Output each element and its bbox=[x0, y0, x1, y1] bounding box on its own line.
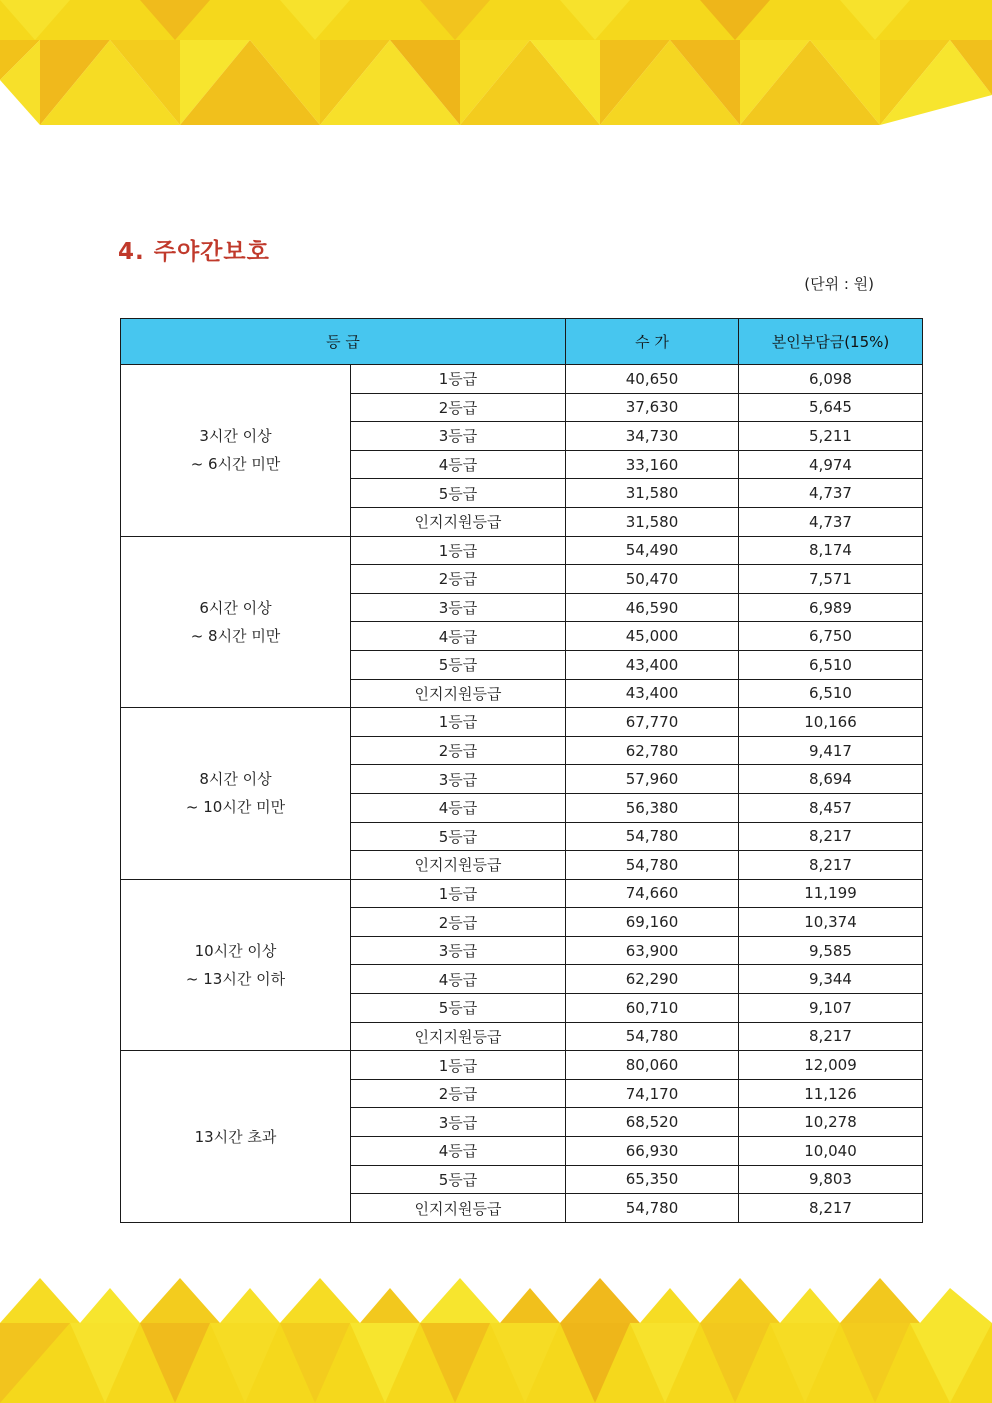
copay-cell: 4,737 bbox=[739, 507, 923, 536]
grade-cell: 5등급 bbox=[351, 994, 566, 1023]
fee-cell: 43,400 bbox=[566, 679, 739, 708]
copay-cell: 9,417 bbox=[739, 736, 923, 765]
duration-group-label bbox=[121, 1051, 351, 1223]
fee-cell: 65,350 bbox=[566, 1165, 739, 1194]
fee-cell: 31,580 bbox=[566, 507, 739, 536]
grade-cell: 4등급 bbox=[351, 965, 566, 994]
fee-cell: 54,780 bbox=[566, 1022, 739, 1051]
copay-cell: 9,107 bbox=[739, 994, 923, 1023]
duration-label-line: 8시간 이상 bbox=[199, 770, 272, 789]
grade-cell: 인지지원등급 bbox=[351, 679, 566, 708]
grade-cell: 인지지원등급 bbox=[351, 1194, 566, 1223]
fee-cell: 45,000 bbox=[566, 622, 739, 651]
copay-cell: 5,211 bbox=[739, 422, 923, 451]
copay-cell: 8,457 bbox=[739, 793, 923, 822]
grade-cell: 2등급 bbox=[351, 908, 566, 937]
table-header-row bbox=[121, 319, 923, 365]
fee-cell: 46,590 bbox=[566, 593, 739, 622]
fee-cell: 62,780 bbox=[566, 736, 739, 765]
copay-cell: 11,199 bbox=[739, 879, 923, 908]
copay-cell: 4,974 bbox=[739, 450, 923, 479]
copay-cell: 9,803 bbox=[739, 1165, 923, 1194]
copay-cell: 6,750 bbox=[739, 622, 923, 651]
copay-cell: 10,278 bbox=[739, 1108, 923, 1137]
copay-cell: 10,166 bbox=[739, 708, 923, 737]
fee-cell: 60,710 bbox=[566, 994, 739, 1023]
fee-cell: 80,060 bbox=[566, 1051, 739, 1080]
fee-cell: 34,730 bbox=[566, 422, 739, 451]
grade-cell: 1등급 bbox=[351, 536, 566, 565]
grade-cell: 3등급 bbox=[351, 936, 566, 965]
duration-group-label bbox=[121, 536, 351, 708]
duration-label-line: ~ 6시간 미만 bbox=[190, 455, 281, 474]
grade-cell: 2등급 bbox=[351, 736, 566, 765]
fee-cell: 54,780 bbox=[566, 822, 739, 851]
header-grade: 등 급 bbox=[121, 319, 566, 365]
copay-cell: 12,009 bbox=[739, 1051, 923, 1080]
duration-label-line: 13시간 초과 bbox=[194, 1127, 277, 1146]
top-decorative-banner bbox=[0, 0, 992, 130]
copay-cell: 8,217 bbox=[739, 822, 923, 851]
fee-cell: 63,900 bbox=[566, 936, 739, 965]
fee-cell: 50,470 bbox=[566, 565, 739, 594]
fee-cell: 68,520 bbox=[566, 1108, 739, 1137]
grade-cell: 인지지원등급 bbox=[351, 851, 566, 880]
duration-group-label bbox=[121, 708, 351, 880]
copay-cell: 6,989 bbox=[739, 593, 923, 622]
grade-cell: 4등급 bbox=[351, 793, 566, 822]
copay-cell: 6,510 bbox=[739, 679, 923, 708]
grade-cell: 5등급 bbox=[351, 1165, 566, 1194]
grade-cell: 3등급 bbox=[351, 422, 566, 451]
grade-cell: 5등급 bbox=[351, 479, 566, 508]
duration-group-label bbox=[121, 365, 351, 537]
grade-cell: 1등급 bbox=[351, 879, 566, 908]
grade-cell: 2등급 bbox=[351, 393, 566, 422]
grade-cell: 인지지원등급 bbox=[351, 1022, 566, 1051]
fee-cell: 37,630 bbox=[566, 393, 739, 422]
unit-note: (단위 : 원) bbox=[804, 275, 874, 293]
fee-cell: 54,490 bbox=[566, 536, 739, 565]
copay-cell: 5,645 bbox=[739, 393, 923, 422]
table-row bbox=[121, 365, 923, 394]
grade-cell: 5등급 bbox=[351, 650, 566, 679]
grade-cell: 1등급 bbox=[351, 365, 566, 394]
duration-label-line: 6시간 이상 bbox=[199, 598, 272, 617]
duration-label-line: 3시간 이상 bbox=[199, 427, 272, 446]
copay-cell: 9,585 bbox=[739, 936, 923, 965]
copay-cell: 8,217 bbox=[739, 1022, 923, 1051]
table-row bbox=[121, 536, 923, 565]
duration-label-line: ~ 8시간 미만 bbox=[190, 626, 281, 645]
copay-cell: 7,571 bbox=[739, 565, 923, 594]
fee-cell: 74,660 bbox=[566, 879, 739, 908]
fee-cell: 74,170 bbox=[566, 1079, 739, 1108]
fee-cell: 40,650 bbox=[566, 365, 739, 394]
fee-cell: 31,580 bbox=[566, 479, 739, 508]
duration-label-line: ~ 10시간 미만 bbox=[185, 798, 286, 817]
fee-cell: 57,960 bbox=[566, 765, 739, 794]
fee-cell: 43,400 bbox=[566, 650, 739, 679]
table-row bbox=[121, 1051, 923, 1080]
grade-cell: 1등급 bbox=[351, 708, 566, 737]
fee-cell: 54,780 bbox=[566, 851, 739, 880]
bottom-decorative-banner bbox=[0, 1278, 992, 1403]
grade-cell: 3등급 bbox=[351, 1108, 566, 1137]
grade-cell: 인지지원등급 bbox=[351, 507, 566, 536]
duration-label-line: 10시간 이상 bbox=[194, 941, 277, 960]
copay-cell: 4,737 bbox=[739, 479, 923, 508]
duration-group-label bbox=[121, 879, 351, 1051]
fee-table bbox=[120, 318, 923, 1223]
duration-label-line: ~ 13시간 이하 bbox=[185, 969, 286, 988]
copay-cell: 8,694 bbox=[739, 765, 923, 794]
copay-cell: 10,040 bbox=[739, 1137, 923, 1166]
section-title: 4. 주야간보호 bbox=[118, 239, 270, 265]
copay-cell: 6,510 bbox=[739, 650, 923, 679]
grade-cell: 2등급 bbox=[351, 1079, 566, 1108]
grade-cell: 3등급 bbox=[351, 765, 566, 794]
copay-cell: 8,217 bbox=[739, 1194, 923, 1223]
fee-cell: 67,770 bbox=[566, 708, 739, 737]
fee-cell: 62,290 bbox=[566, 965, 739, 994]
grade-cell: 1등급 bbox=[351, 1051, 566, 1080]
copay-cell: 8,174 bbox=[739, 536, 923, 565]
copay-cell: 9,344 bbox=[739, 965, 923, 994]
copay-cell: 10,374 bbox=[739, 908, 923, 937]
table-body bbox=[121, 365, 923, 1223]
header-fee: 수 가 bbox=[566, 319, 739, 365]
grade-cell: 5등급 bbox=[351, 822, 566, 851]
fee-cell: 33,160 bbox=[566, 450, 739, 479]
header-copay: 본인부담금(15%) bbox=[739, 319, 923, 365]
fee-cell: 56,380 bbox=[566, 793, 739, 822]
grade-cell: 3등급 bbox=[351, 593, 566, 622]
copay-cell: 11,126 bbox=[739, 1079, 923, 1108]
table-row bbox=[121, 879, 923, 908]
copay-cell: 8,217 bbox=[739, 851, 923, 880]
grade-cell: 4등급 bbox=[351, 622, 566, 651]
grade-cell: 2등급 bbox=[351, 565, 566, 594]
copay-cell: 6,098 bbox=[739, 365, 923, 394]
fee-cell: 69,160 bbox=[566, 908, 739, 937]
fee-cell: 66,930 bbox=[566, 1137, 739, 1166]
grade-cell: 4등급 bbox=[351, 1137, 566, 1166]
table-row bbox=[121, 708, 923, 737]
grade-cell: 4등급 bbox=[351, 450, 566, 479]
fee-cell: 54,780 bbox=[566, 1194, 739, 1223]
